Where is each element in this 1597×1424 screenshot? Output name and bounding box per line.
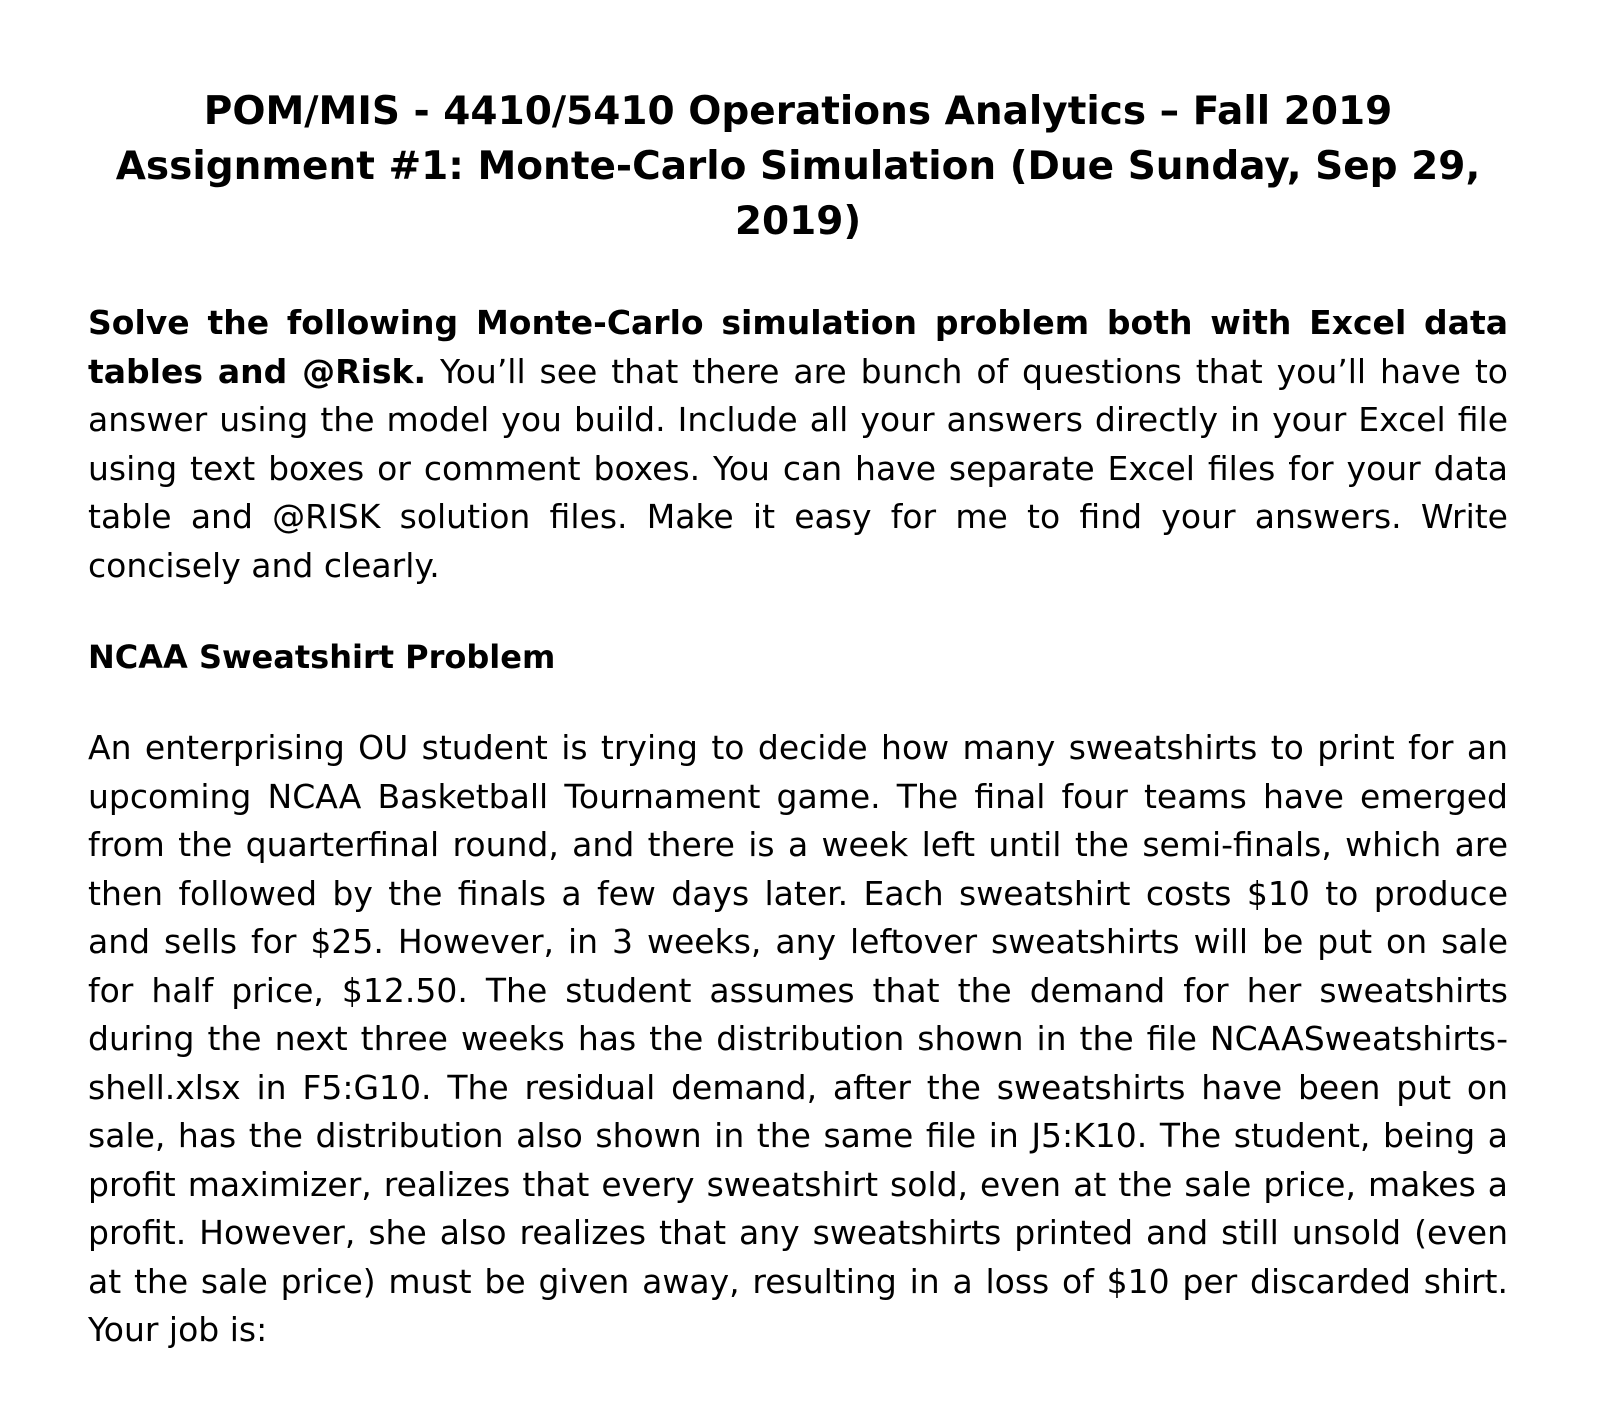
document-title: [68, 84, 1528, 249]
title-line-course: POM/MIS - 4410/5410 Operations Analytics – Fall 2019: [203, 89, 1393, 134]
title-line-assignment: Assignment #1: Monte-Carlo Simulation (Due Sunday, Sep 29, 2019): [115, 144, 1481, 244]
intro-paragraph: [88, 299, 1508, 590]
problem-paragraph: An enterprising OU student is trying to decide how many sweatshirts to print for an upcoming NCAA Basketball Tournament game. The final four teams have emerged from the quarterfinal round, and there is a week left until the semi-finals, which are then followed by the finals a few days later. Each sweatshirt costs $10 to produce and sells for $25. However, in 3 weeks, any leftover sweatshirts will be put on sale for half price, $12.50. The student assumes that the demand for her sweatshirts during the next three weeks has the distribution shown in the file NCAASweatshirts-shell.xlsx in F5:G10. The residual demand, after the sweatshirts have been put on sale, has the distribution also shown in the same file in J5:K10. The student, being a profit maximizer, realizes that every sweatshirt sold, even at the sale price, makes a profit. However, she also realizes that any sweatshirts printed and still unsold (even at the sale price) must be given away, resulting in a loss of $10 per discarded shirt. Your job is:: [88, 728, 1508, 1349]
document-page: [88, 84, 1508, 1355]
section-heading: NCAA Sweatshirt Problem: [88, 638, 556, 676]
intro-body: You’ll see that there are bunch of questions that you’ll have to answer using the model you build. Include all your answers directly in your Excel file using text boxes or comment boxes. You can have separate Excel files for your data table and @RISK solution files. Make it easy for me to find your answers. Write concisely and clearly.: [88, 351, 1508, 585]
intro-bold-lead: Solve the following Monte-Carlo simulation problem both with Excel data tables and @Risk.: [88, 303, 1508, 391]
